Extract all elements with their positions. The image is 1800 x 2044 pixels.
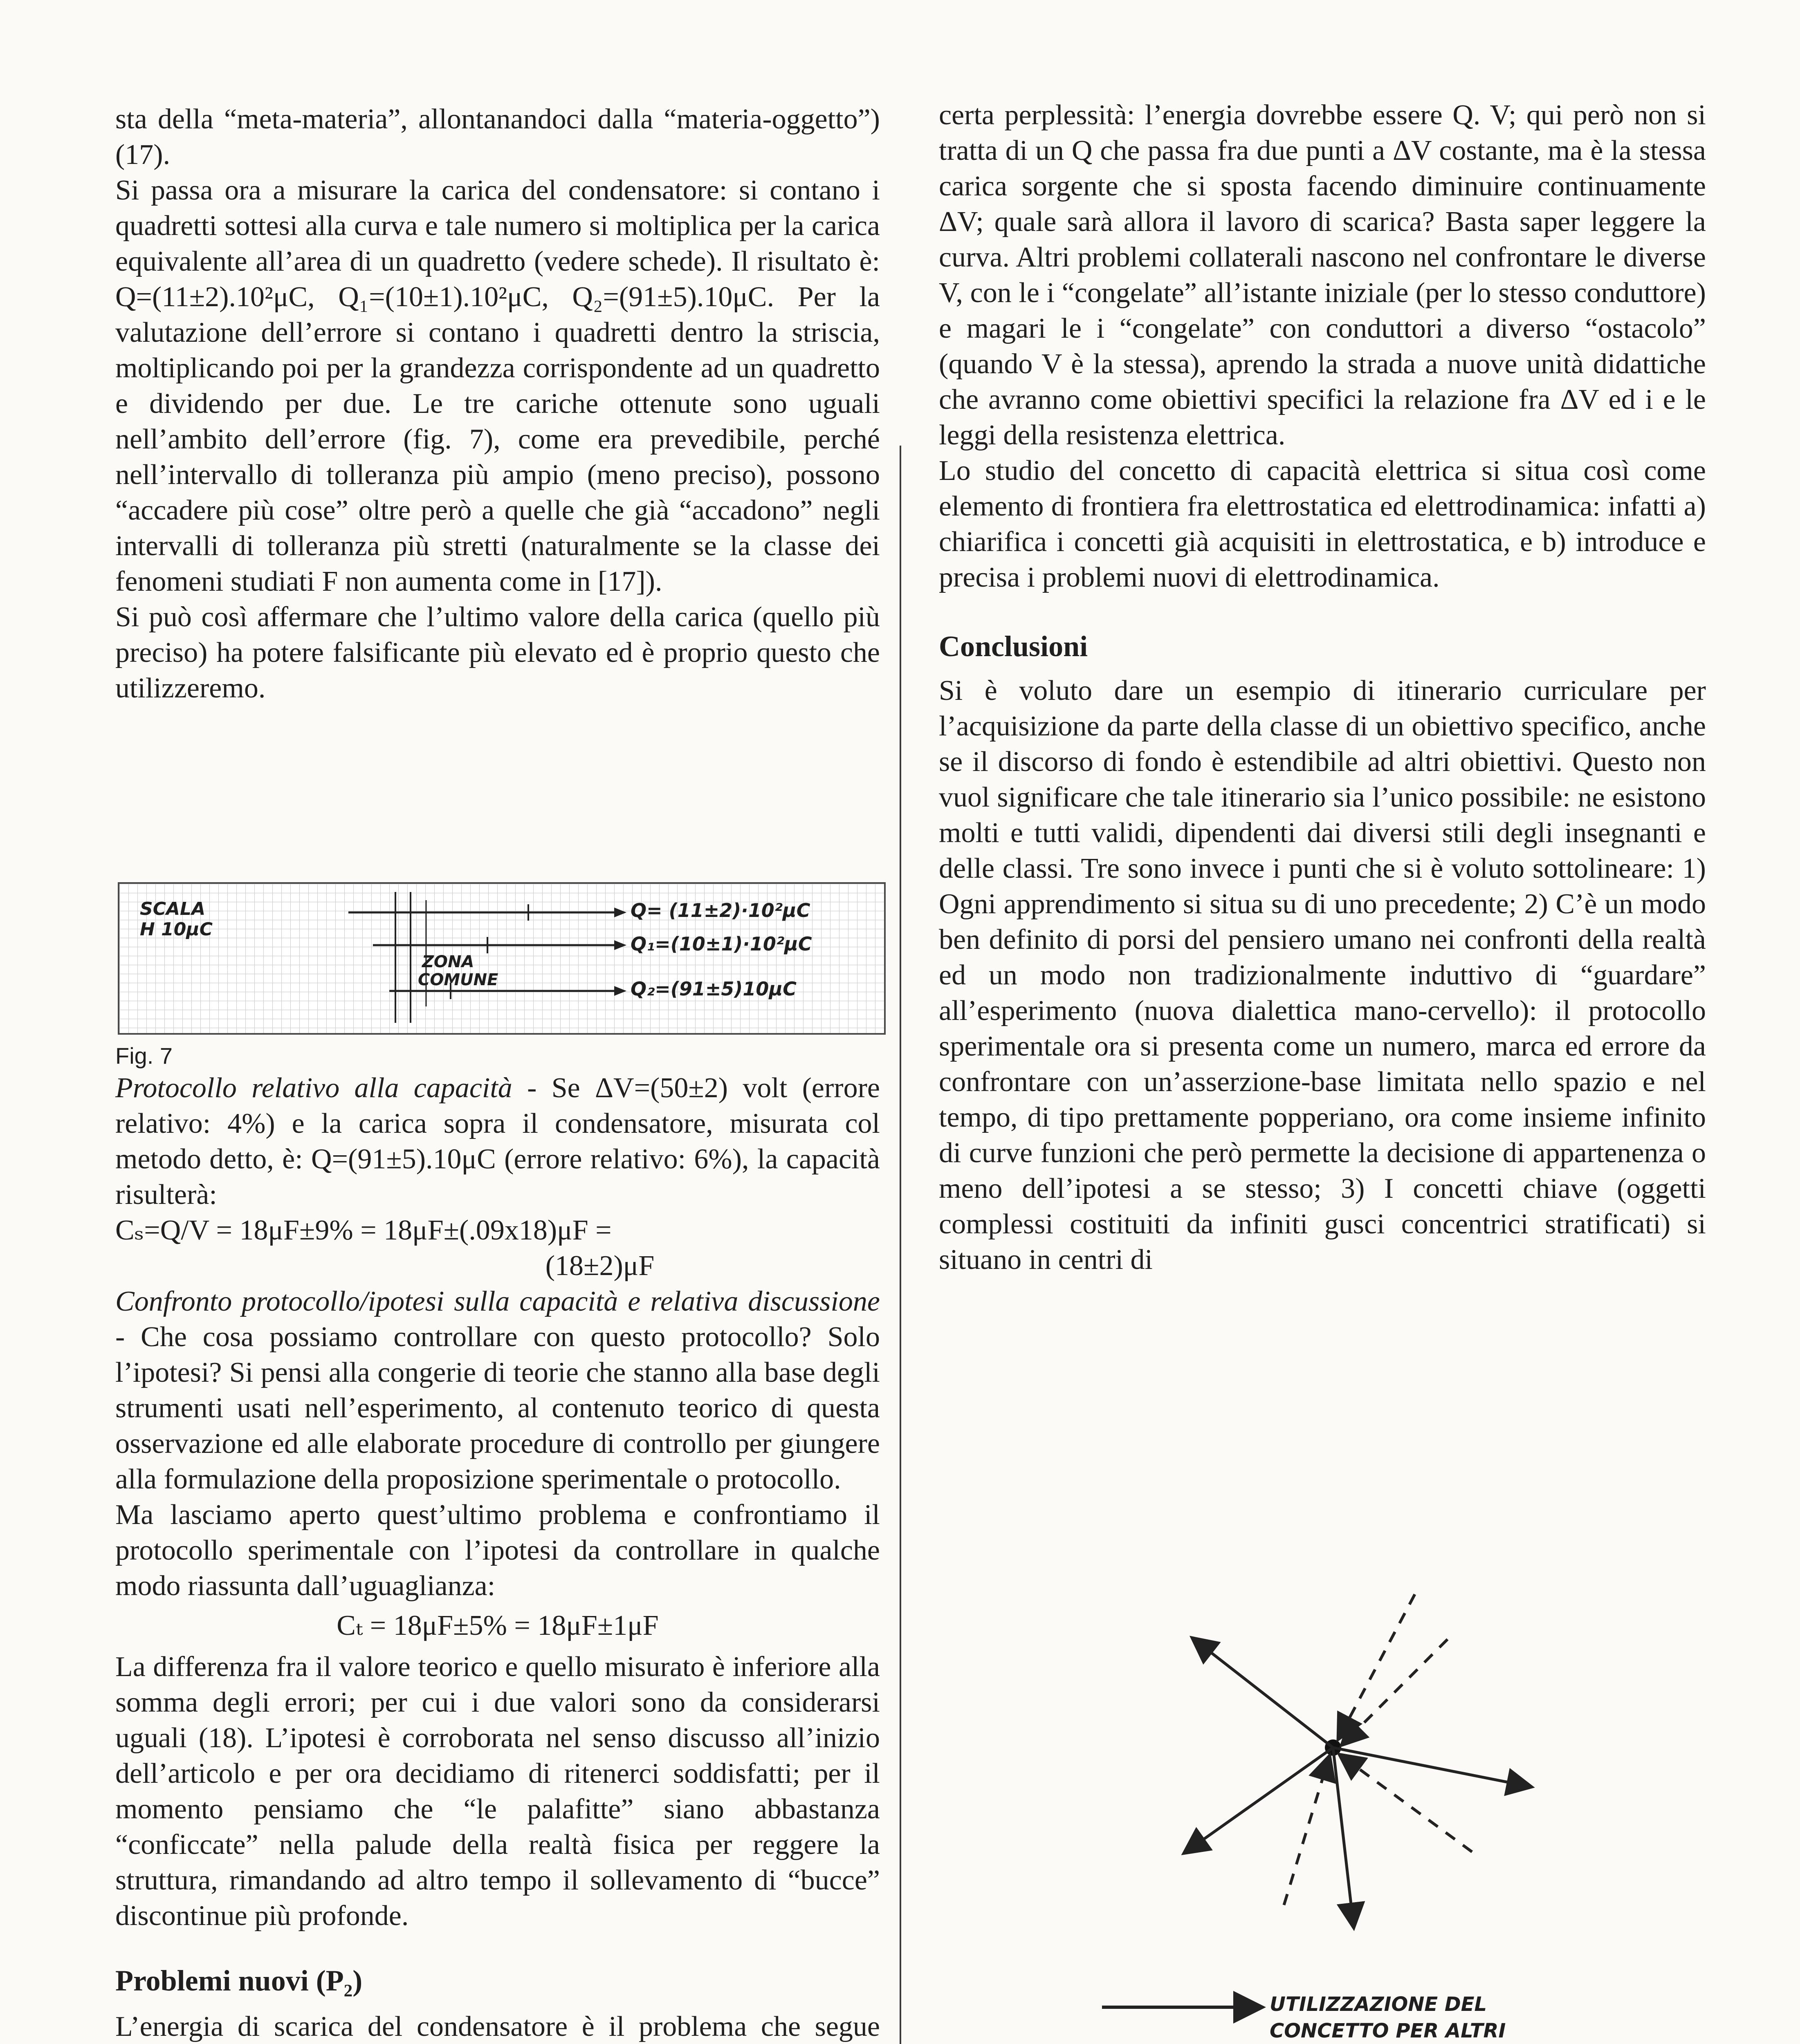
protocol-title: Protocollo relativo alla capacità — [115, 1072, 512, 1104]
left-paragraph-6: Ma lasciamo aperto quest’ultimo problema e confrontiamo il protocollo sperimentale con l’ipotesi da controllare in qualche modo riassunta dall’uguaglianza: — [115, 1499, 880, 1602]
confronto-text: - Che cosa possiamo controllare con questo protocollo? Solo l’ipotesi? Si pensi alla congerie di teorie che stanno alla base degli strumenti usati nell’esperimento, al contenuto teorico di questa osservazione ed alle elaborate procedure di controllo per giungere alla formulazione della proposizione sperimentale o protocollo. — [115, 1321, 880, 1495]
column-divider — [900, 446, 901, 2044]
left-paragraph-1: sta della “meta-materia”, allontanandoci dalla “materia-oggetto”) (17). — [115, 103, 880, 170]
right-paragraph-3: Si è voluto dare un esempio di itinerario curriculare per l’acquisizione da parte della classe di un obiettivo specifico, anche se il discorso di fondo è estendibile ad altri obiettivi. Questo non vuol significare che tale itinerario sia l’unico possibile: ne esistono molti e tutti validi, dipendenti dai diversi stili degli insegnanti e delle classi. Tre sono invece i punti che si è voluto sottolineare: 1) Ogni apprendimento si situa su di uno precedente; 2) C’è un modo ben definito di porsi del pensiero umano nei confronti della realtà ed un modo non tradizionalmente induttivo di “guardare” all’esperimento (nuova dialettica mano-cervello): il protocollo sperimentale ora si presenta come un numero, marca ed errore da confrontare con un’asserzione-base limitata nello spazio e nel tempo, di tipo prettamente popperiano, ora come insieme infinito di curve funzioni che però permette la decisione di appartenenza o meno dell’ipotesi a se stesso; 3) I concetti chiave (oggetti complessi costituiti da infiniti gusci concentrici stratificati) si situano in centri di — [939, 675, 1706, 1275]
left-column — [115, 101, 880, 706]
equation-1: Cₛ=Q/V = 18μF±9% = 18μF±(.09x18)μF = — [115, 1215, 612, 1246]
fig7-zone-label-2: COMUNE — [418, 970, 498, 989]
fig7-q-label: Q= (11±2)·10²μC — [631, 899, 810, 921]
heading-problemi-nuovi: Problemi nuovi (P₂) — [115, 1964, 363, 1997]
heading-conclusioni: Conclusioni — [939, 630, 1088, 663]
left-column-lower — [115, 1042, 880, 2044]
left-paragraph-8: L’energia di scarica del condensatore è il problema che segue — [115, 2011, 880, 2042]
equation-2: Cₜ = 18μF±5% = 18μF±1μF — [337, 1610, 659, 1641]
figure-8-diagram — [940, 1586, 1709, 2044]
fig7-zone-label-1: ZONA — [422, 953, 474, 971]
equation-1b: (18±2)μF — [545, 1250, 655, 1282]
left-paragraph-7: La differenza fra il valore teorico e quello misurato è inferiore alla somma degli errori; per cui i due valori sono da considerarsi uguali (18). L’ipotesi è corroborata nel senso discusso all’inizio dell’articolo e per ora decidiamo di ritenerci soddisfatti; per il momento pensiamo che “le palafitte” siano abbastanza “conficcate” nella palude della realtà fisica per reggere la struttura, rimandando ad altro tempo il sollevamento di “bucce” discontinue più profonde. — [115, 1651, 880, 1932]
left-paragraph-4 — [115, 1070, 880, 1213]
left-paragraph-2: Si passa ora a misurare la carica del condensatore: si contano i quadretti sottesi alla curva e tale numero si moltiplica per la carica equivalente all’area di un quadretto (vedere schede). Il risultato è: Q=(11±2).10²μC, Q₁=(10±1).10²μC, Q₂=(91±5).10μC. Per la valutazione dell’errore si contano i quadretti dentro la striscia, moltiplicando poi per la grandezza corrispondente ad un quadretto e dividendo per due. Le tre cariche ottenute sono uguali nell’ambito dell’errore (fig. 7), come era prevedibile, perché nell’intervallo di tolleranza più ampio (meno preciso), possono “accadere più cose” oltre però a quelle che già “accadono” negli intervalli di tolleranza più stretti (naturalmente se la classe dei fenomeni studiati F non aumenta come in [17]). — [115, 175, 880, 597]
left-paragraph-5 — [115, 1284, 880, 1497]
protocol-text: - Se ΔV=(50±2) volt (errore relativo: 4%) e la carica sopra il condensatore, misurata col metodo detto, è: Q=(91±5).10μC (errore relativo: 6%), la capacità risulterà: — [115, 1072, 880, 1210]
confronto-title: Confronto protocollo/ipotesi sulla capacità e relativa discussione — [115, 1286, 880, 1317]
fig7-scale-unit: H 10μC — [140, 919, 213, 940]
figure-7-caption: Fig. 7 — [115, 1043, 173, 1069]
right-paragraph-1: certa perplessità: l’energia dovrebbe essere Q. V; qui però non si tratta di un Q che passa fra due punti a ΔV costante, ma è la stessa carica sorgente che si sposta facendo diminuire continuamente ΔV; quale sarà allora il lavoro di scarica? Basta saper leggere la curva. Altri problemi collaterali nascono nel confrontare le diverse V, con le i “congelate” all’istante iniziale (per lo stesso conduttore) e magari le i “congelate” con conduttori a diverso “ostacolo” (quando V è la stessa), aprendo la strada a nuove unità didattiche che avranno come obiettivi specifici la relazione fra ΔV ed i e le leggi della resistenza elettrica. — [939, 99, 1706, 451]
right-column — [939, 97, 1706, 1278]
figure-7 — [118, 882, 886, 1035]
legend-solid-label-2: CONCETTO PER ALTRI — [1270, 2019, 1506, 2042]
fig7-q1-label: Q₁=(10±1)·10²μC — [631, 933, 812, 955]
left-paragraph-3: Si può così affermare che l’ultimo valore della carica (quello più preciso) ha potere falsificante più elevato ed è proprio questo che utilizzeremo. — [115, 601, 880, 704]
figure-8 — [940, 1586, 1709, 2044]
legend-solid-label-1: UTILIZZAZIONE DEL — [1270, 1993, 1487, 2016]
fig7-scale-label: SCALA — [140, 899, 206, 919]
right-paragraph-2: Lo studio del concetto di capacità elettrica si situa così come elemento di frontiera fra elettrostatica ed elettrodinamica: infatti a) chiarifica i concetti già acquisiti in elettrostatica, e b) introduce e precisa i problemi nuovi di elettrodinamica. — [939, 455, 1706, 593]
fig7-q2-label: Q₂=(91±5)10μC — [631, 978, 797, 1000]
